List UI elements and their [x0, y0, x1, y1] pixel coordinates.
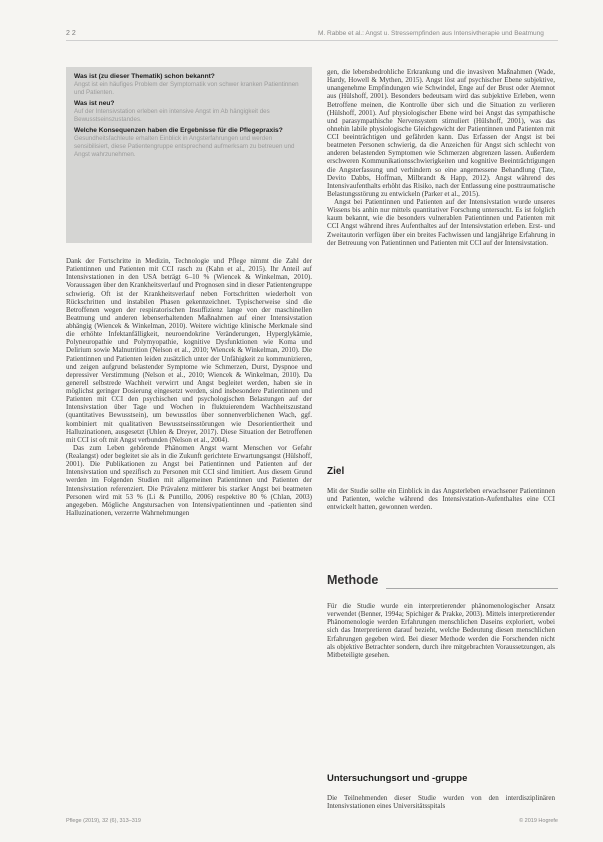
infobox-question-3: Welche Konsequenzen haben die Ergebnisse für die Pflegepraxis? — [74, 127, 283, 135]
section-heading-ziel: Ziel — [327, 466, 345, 477]
running-title: M. Rabbe et al.: Angst u. Stressempfinden aus Intensivtherapie und Beatmung — [318, 30, 544, 37]
paragraph: Für die Studie wurde ein interpretierender phänomenologischer Ansatz verwendet (Benner, 1994a; Spichiger & Prakke, 2003). Mittels interpretierender Phänomenologie werden Erfahrungen menschlichen Daseins exploriert, wobei sich das Interpretieren darauf bezieht, welche Bedeutung diesen menschlichen Erfahrungen gegeben wird. Bei dieser Methode werden die Forschenden nicht als objektive Betrachter sondern, durch ihre mitgebrachten Voraussetzungen, als Mitbeteiligte gesehen. — [327, 602, 555, 659]
left-column-body — [66, 257, 312, 757]
paragraph: Dank der Fortschritte in Medizin, Technologie und Pflege nimmt die Zahl der Patientinnen und Patienten mit CCI rasch zu (Kahn et al., 2015). Ihr Anteil auf Intensivstationen in den USA beträgt 6–10 % (Wiencek & Winkelman, 2010). Voraussagen über den Krankheitsverlauf und Prognosen sind in dieser Patientengruppe schwierig. Oft ist der Krankheitsverlauf neben Fortschritten wiederholt von Rückschritten und instabilen Phasen gekennzeichnet. Typischerweise sind die Betroffenen wegen der respiratorischen Insuffizienz lange von der maschinellen Beatmung und anderen lebenserhaltenden Maßnahmen auf einer Intensivstation abhängig (Wiencek & Winkelman, 2010). Weitere wichtige klinische Merkmale sind die erhöhte Infektanfälligkeit, neuroendokrine Veränderungen, Hyperglykämie, Polyneuropathie und Polymyopathie, kognitive Dysfunktionen wie Koma und Delirium sowie Malnutrition (Nelson et al., 2010; Wiencek & Winkelman, 2010). Die Patientinnen und Patienten leiden zusätzlich unter der Unfähigkeit zu kommunizieren, und zeigen aufgrund belastender Symptome wie Schmerzen, Durst, Dyspnoe und depressiver Verstimmung (Nelson et al., 2010; Wiencek & Winkelman, 2010). Da generell selbstrede Wachheit verwirrt und Angst begleitet werden, haben sie in möglichst geringer Dosierung eingesetzt werden, sind insbesondere Patientinnen und Patienten mit CCI den psychischen und psychologischen Belastungen auf der Intensivstation über Tage und Wochen in fluktuierendem Wachheitszustand (quantitatives Bewusstsein), um bewusstlos über sonnenverblichenen Wach, ggf. kombiniert mit qualitativen Bewusstseinsstörungen wie Desorientiertheit und Halluzinationen, ausgesetzt (Uhlen & Dreyer, 2017). Diese Situation der Betroffenen mit CCI ist oft mit Angst verbunden (Nelson et al., 2004). — [66, 257, 312, 444]
page-number: 2 2 — [66, 30, 76, 37]
ziel-body — [327, 487, 555, 543]
section-divider — [386, 588, 558, 589]
paragraph: Mit der Studie sollte ein Einblick in das Angsterleben erwachsener Patientinnen und Patienten, welche während des Intensivstation-Aufenthaltes eine CCI entwickelt hatten, gewonnen werden. — [327, 487, 555, 512]
infobox-answer-1: Angst ist ein häufiges Problem der Symptomatik von schwer kranken Patientinnen und Patienten. — [74, 81, 299, 96]
infobox-answer-2: Auf der Intensivstation erleben ein intensive Angst im Ab hängigkeit des Bewusstseinszustandes. — [74, 108, 270, 123]
infobox-answer-3: Gesundheitsfachleute erhalten Einblick in Angsterfahrungen und werden sensibilisiert, diese Patientengruppe entsprechend aufmerksam zu betreuen und Angst wahrzunehmen. — [74, 135, 295, 158]
methode-body — [327, 602, 555, 762]
paragraph: Angst bei Patientinnen und Patienten auf der Intensivstation wurde unseres Wissens bis anhin nur mittels quantitativer Forschung untersucht. Es ist folglich kaum bekannt, wie die besonders vulnerablen Patientinnen und Patienten mit CCI Angst während ihres Aufenthaltes auf der Intensivstation erleben. Erst- und Zweitautorin verfügen über ein breites Fachwissen und langjährige Erfahrung in der Betreuung von Patientinnen und Patienten mit CCI auf der Intensivstation. — [327, 198, 555, 247]
paragraph: gen, die lebensbedrohliche Erkrankung und die invasiven Maßnahmen (Wade, Hardy, Howell & Mythen, 2015). Angst löst auf psychischer Ebene subjektive, unangenehme Empfindungen wie Schwindel, Enge auf der Brust oder Atemnot aus (Hülshoff, 2001). Besonders bedeutsam wird das subjektive Erleben, wenn Betroffene meinen, die Kontrolle über sich und die Situation zu verlieren (Hülshoff, 2001). Auf physiologischer Ebene wird bei Angst das sympathische und parasympathische Nervensystem stimuliert (Hülshoff, 2001), was das ohnehin labile physiologische Gleichgewicht der Patientinnen und Patienten mit CCI beeinträchtigen und gefährden kann. Das Erfassen der Angst ist bei beatmeten Personen schwierig, da die Anzeichen für Angst sich schlecht von anderen belastenden Symptomen wie Schmerzen abgrenzen lassen. Außerdem erschweren Kommunikationsschwierigkeiten und kognitive Beeinträchtigungen die Angsterfassung und verhindern so eine angemessene Behandlung (Tate, Devito Dabbs, Hoffman, Milbrandt & Happ, 2012). Angst während des Intensivaufenthalts erhöht das Risiko, nach der Entlassung eine posttraumatische Belastungsstörung zu entwickeln (Parker et al., 2015). — [327, 68, 555, 198]
right-column-body — [327, 68, 555, 464]
paragraph: Das zum Leben gehörende Phänomen Angst warnt Menschen vor Gefahr (Realangst) oder begleitet sie als in die Zukunft gerichtete Erwartungsangst (Hülshoff, 2001). Die Publikationen zu Angst bei Patientinnen und Patienten auf der Intensivstation und spezifisch zu Personen mit CCI sind limitiert. Aus diesem Grund werden im Folgenden Studien mit allgemeinen Patientinnen und Patienten der Intensivstation referenziert. Die Prävalenz mittlerer bis starker Angst bei beatmeten Personen wird mit 53 % (Li & Puntillo, 2006) respektive 80 % (Chlan, 2003) angegeben. Mögliche Angstursachen von Intensivpatientinnen und -patienten sind Halluzinationen, verzerrte Wahrnehmungen — [66, 443, 312, 517]
section-heading-methode: Methode — [327, 573, 379, 587]
untersuchungsort-body — [327, 794, 555, 811]
footer-copyright: © 2019 Hogrefe — [519, 818, 558, 824]
subsection-heading-untersuchungsort: Untersuchungsort und -gruppe — [327, 773, 468, 784]
header-divider — [66, 40, 558, 41]
infobox-question-2: Was ist neu? — [74, 100, 115, 108]
key-findings-box — [66, 67, 312, 243]
paragraph: Die Teilnehmenden dieser Studie wurden von den interdisziplinären Intensivstationen eines Universitätsspitals — [327, 794, 555, 811]
infobox-question-1: Was ist (zu dieser Thematik) schon bekannt? — [74, 73, 215, 80]
footer-citation: Pflege (2019), 32 (6), 313–319 — [66, 818, 141, 824]
